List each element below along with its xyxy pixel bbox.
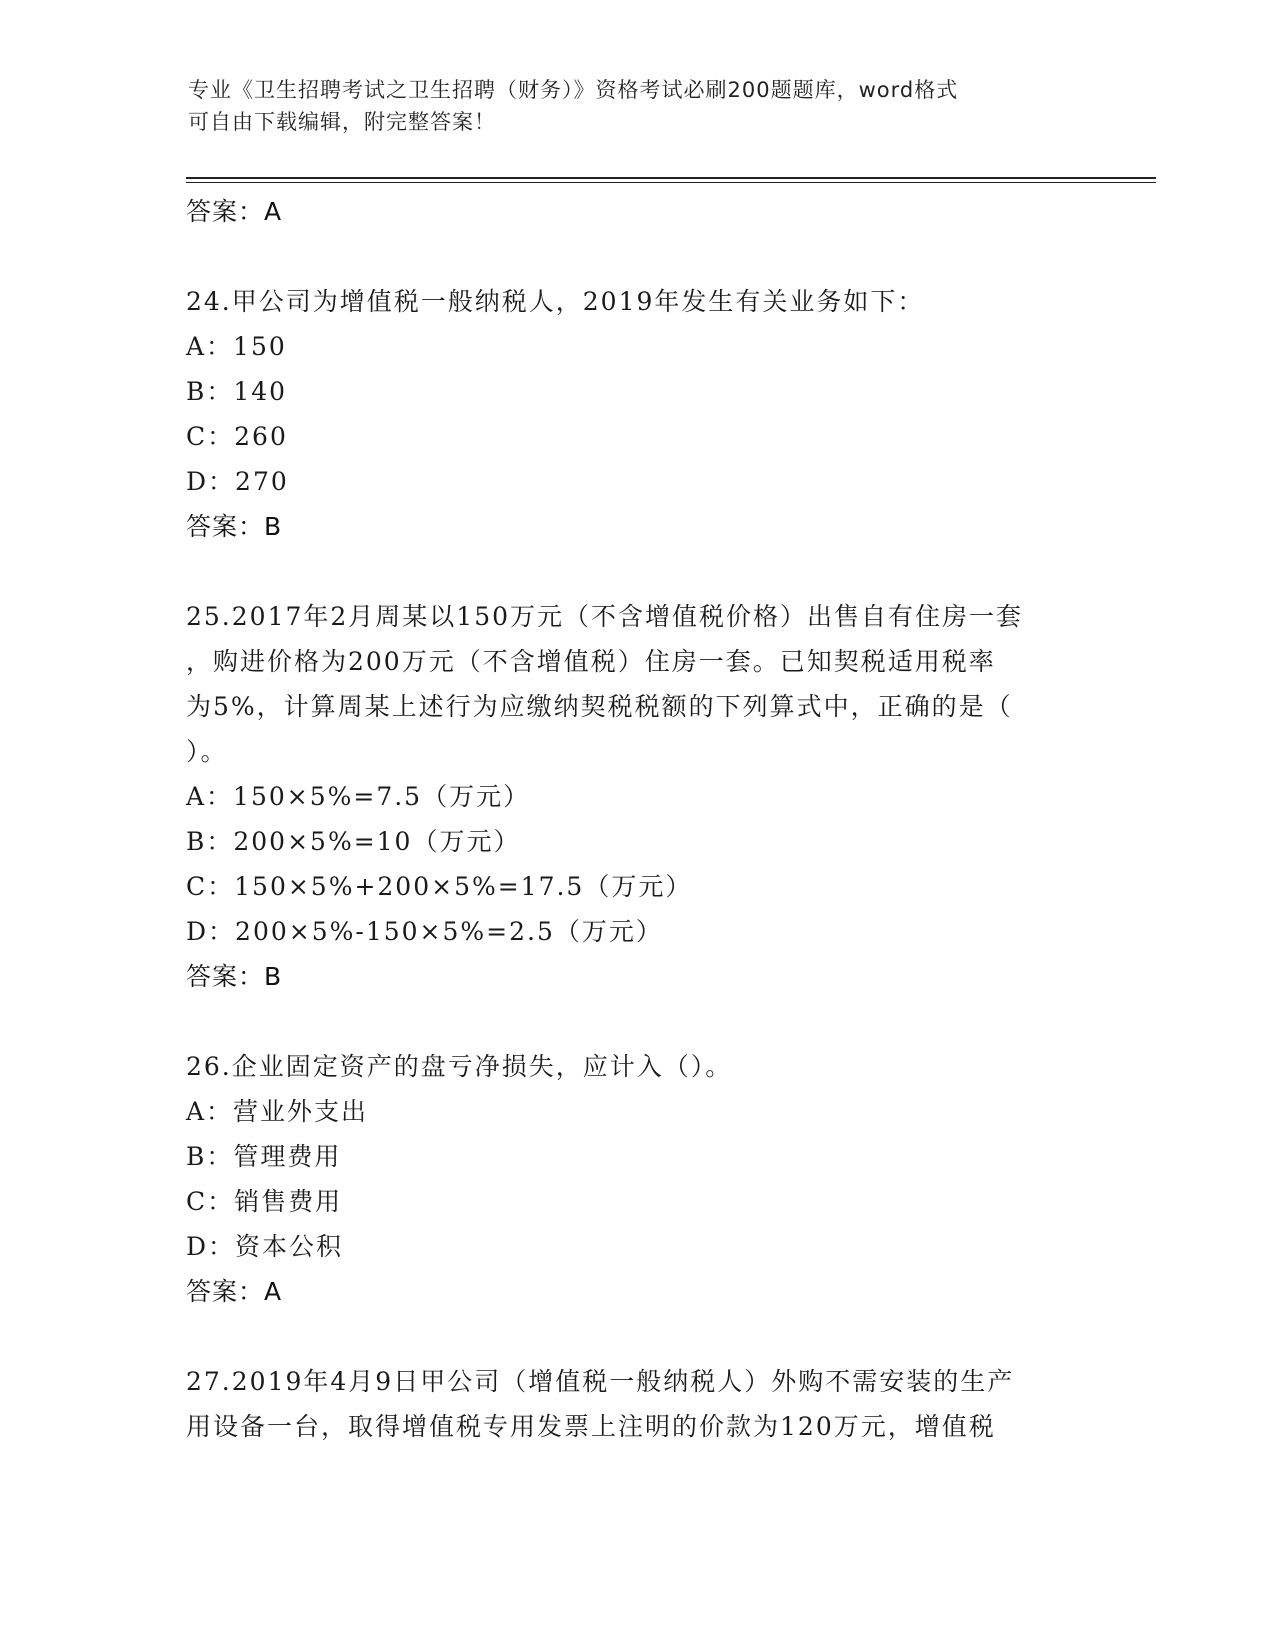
answer-option: D：270 [186,467,289,496]
answer-option: B：管理费用 [186,1142,342,1171]
question-gap [186,235,1086,279]
question-gap [186,1000,1086,1044]
answer-line: 答案：B [186,962,283,991]
answer-option: A：营业外支出 [186,1097,369,1126]
question-text-line: 用设备一台，取得增值税专用发票上注明的价款为120万元，增值税 [186,1412,996,1441]
header-divider-thin [186,182,1156,183]
question-text-line: 27.2019年4月9日甲公司（增值税一般纳税人）外购不需安装的生产 [186,1367,1015,1396]
question-text-line: 25.2017年2月周某以150万元（不含增值税价格）出售自有住房一套 [186,602,1024,631]
question-text-line: 24.甲公司为增值税一般纳税人，2019年发生有关业务如下： [186,287,925,316]
header-divider-thick [186,177,1156,179]
answer-option: C：销售费用 [186,1187,343,1216]
question-block [186,1044,1086,1315]
question-text-line: ，购进价格为200万元（不含增值税）住房一套。已知契税适用税率 [186,647,996,676]
answer-option: B：200×5%=10（万元） [186,827,521,856]
question-text-line: ）。 [186,737,228,766]
answer-option: D：资本公积 [186,1232,344,1261]
answer-option: D：200×5%-150×5%=2.5（万元） [186,917,663,946]
header-line-2: 可自由下载编辑，附完整答案！ [188,110,496,134]
answer-option: C：260 [186,422,288,451]
answer-line: 答案：A [186,197,283,226]
header-line-1: 专业《卫生招聘考试之卫生招聘（财务）》资格考试必刷200题题库，word格式 [188,78,959,102]
question-gap [186,1315,1086,1359]
question-list [186,189,1086,1449]
answer-option: B：140 [186,377,288,406]
answer-option: A：150×5%=7.5（万元） [186,782,531,811]
question-block [186,594,1086,1000]
answer-option: A：150 [186,332,287,361]
question-block [186,1359,1086,1449]
question-text-line: 为5%，计算周某上述行为应缴纳契税税额的下列算式中，正确的是（ [186,692,1013,721]
question-text-line: 26.企业固定资产的盘亏净损失，应计入（）。 [186,1052,733,1081]
question-block [186,279,1086,550]
answer-line: 答案：B [186,512,283,541]
question-gap [186,550,1086,594]
answer-line: 答案：A [186,1277,283,1306]
document-header [188,74,1068,138]
answer-option: C：150×5%+200×5%=17.5（万元） [186,872,693,901]
